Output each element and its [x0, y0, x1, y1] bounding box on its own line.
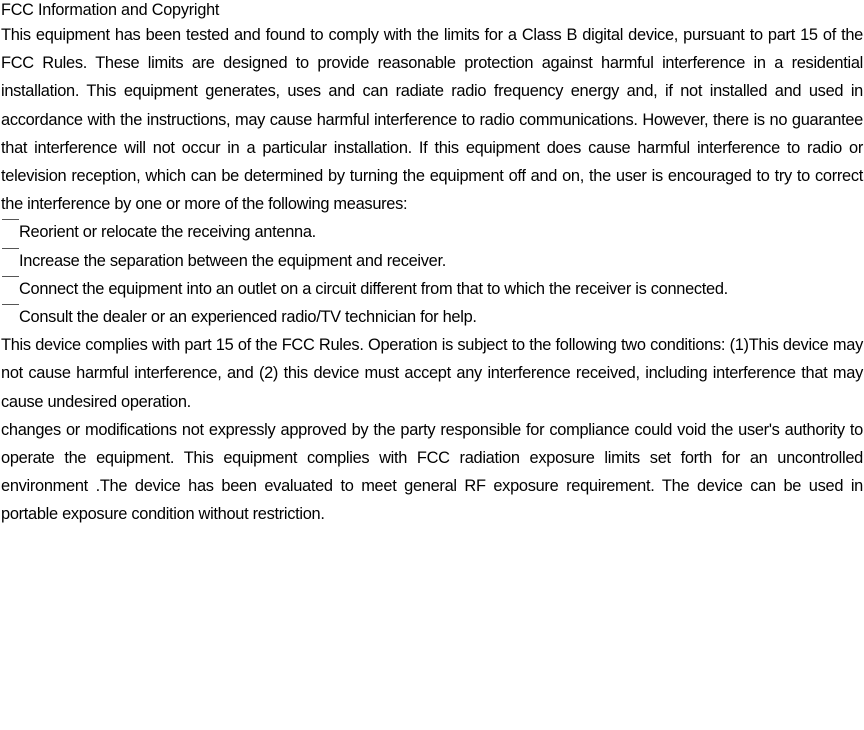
measure-text: Reorient or relocate the receiving antenna. — [19, 223, 316, 242]
measure-item — [1, 247, 863, 275]
dash-bullet — [1, 256, 19, 266]
measure-item — [1, 303, 863, 331]
compliance-paragraph: This device complies with part 15 of the FCC Rules. Operation is subject to the following two conditions: (1)This device may not cause harmful interference, and (2) this device must accept any interference received, including interference that may cause undesired operation. — [1, 336, 863, 411]
intro-paragraph: This equipment has been tested and found to comply with the limits for a Class B digital device, pursuant to part 15 of the FCC Rules. These limits are designed to provide reasonable protection against harmful interference in a residential installation. This equipment generates, uses and can radiate radio frequency energy and, if not installed and used in accordance with the instructions, may cause harmful interference to radio communications. However, there is no guarantee that interference will not occur in a particular installation. If this equipment does cause harmful interference to radio or television reception, which can be determined by turning the equipment off and on, the user is encouraged to try to correct the interference by one or more of the following measures: — [1, 26, 863, 214]
changes-paragraph: changes or modifications not expressly approved by the party responsible for compliance could void the user's authority to operate the equipment. This equipment complies with FCC radiation exposure limits set forth for an uncontrolled environment .The device has been evaluated to meet general RF exposure requirement. The device can be used in portable exposure condition without restriction. — [1, 420, 863, 524]
measure-text: Increase the separation between the equipment and receiver. — [19, 251, 446, 270]
dash-bullet — [1, 227, 19, 237]
dash-bullet — [1, 284, 19, 294]
measure-text: Consult the dealer or an experienced radio/TV technician for help. — [19, 308, 477, 327]
measure-item — [1, 275, 863, 303]
document-title: FCC Information and Copyright — [1, 1, 220, 19]
measure-text: Connect the equipment into an outlet on a circuit different from that to which the receiver is connected. — [19, 279, 728, 298]
measure-item — [1, 218, 863, 246]
dash-bullet — [1, 312, 19, 322]
